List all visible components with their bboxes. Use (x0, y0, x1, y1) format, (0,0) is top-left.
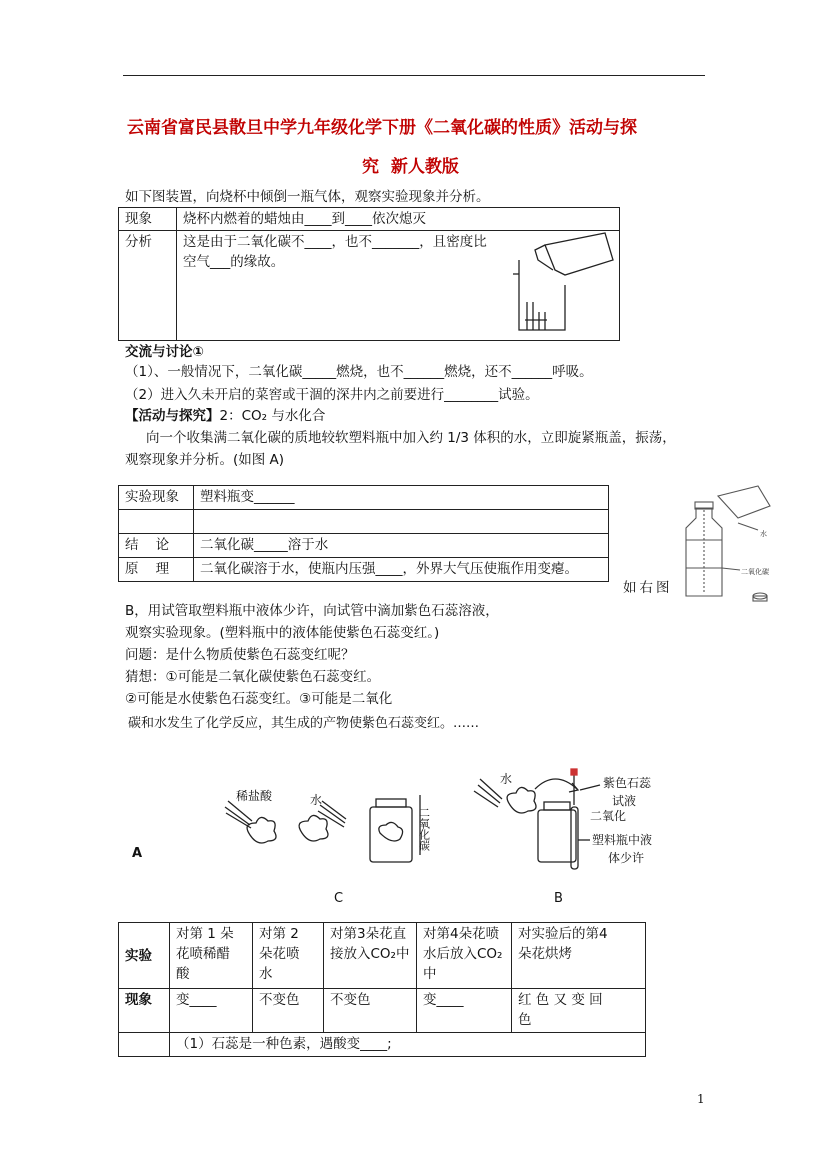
t3-note: （1）石蕊是一种色素，遇酸变____; (170, 1033, 646, 1057)
activity2-heading (125, 406, 325, 426)
activity2-para-a: 向一个收集满二氧化碳的质地较软塑料瓶中加入约 1/3 体积的水，立即旋紧瓶盖，振荡， (146, 430, 676, 446)
t2-label-principle: 原 理 (119, 558, 194, 582)
bottle-label-water: 水 (760, 530, 767, 538)
t2-conclusion-text: 二氧化碳_____溶于水 (194, 534, 609, 558)
fig-label-water1: 水 (310, 793, 323, 807)
t3-header-experiment: 实验 (119, 923, 170, 989)
t1-label-phenomenon: 现象 (119, 208, 177, 231)
discussion-heading: 交流与讨论① (125, 344, 204, 360)
t3-exp-3: 对第3朵花直 接放入CO₂中 (324, 923, 417, 989)
t2-label-phenomenon: 实验现象 (119, 486, 194, 510)
gas-bottle-outline (545, 233, 613, 275)
flower-3 (507, 787, 536, 813)
discussion-q1: （1）、一般情况下，二氧化碳_____燃烧，也不______燃烧，还不______呼吸。 (125, 364, 593, 380)
t3-header-phenomenon: 现象 (119, 989, 170, 1033)
t1-analysis-line2: 空气___的缘故。 (183, 254, 285, 270)
discussion-q2: （2）进入久未开启的菜窖或干涸的深井内之前要进行________试验。 (125, 387, 539, 403)
t2-label-conclusion: 结 论 (119, 534, 194, 558)
partB-line1: B，用试管取塑料瓶中液体少许，向试管中滴加紫色石蕊溶液， (125, 603, 499, 619)
t3-obs-4: 变____ (417, 989, 512, 1033)
t2-principle-text: 二氧化碳溶于水，使瓶内压强____，外界大气压使瓶作用变瘪。 (194, 558, 609, 582)
activity2-heading-rest: 2：CO₂ 与水化合 (219, 408, 326, 424)
t1-analysis-line1: 这是由于二氧化碳不____，也不_______，且密度比 (183, 234, 487, 250)
jar-c (370, 807, 412, 862)
fig-label-C: C (334, 891, 344, 906)
t3-obs-1: 变____ (170, 989, 253, 1033)
t3-obs-2: 不变色 (253, 989, 324, 1033)
intro-text: 如下图装置，向烧杯中倾倒一瓶气体，观察实验现象并分析。 (125, 189, 490, 205)
header-rule (123, 75, 705, 76)
fig-label-A: A (132, 846, 143, 861)
t1-label-analysis: 分析 (119, 231, 177, 341)
flower-2 (299, 815, 328, 841)
co2-water-table (118, 485, 609, 582)
t3-obs-3: 不变色 (324, 989, 417, 1033)
fig-label-co2-vertical: 二氧化碳 (417, 807, 431, 851)
doc-title-line2: 究 新人教版 (362, 157, 459, 177)
partB-line2: 观察实验现象。(塑料瓶中的液体能使紫色石蕊变红。) (125, 625, 440, 641)
fig-label-acid: 稀盐酸 (236, 789, 273, 803)
t3-exp-2: 对第 2 朵花喷 水 (253, 923, 324, 989)
plastic-bottle-figure (678, 478, 788, 598)
fig-label-bottle-a: 塑料瓶中液 (592, 833, 653, 847)
jar-b (538, 810, 576, 862)
t2-phenomenon-text: 塑料瓶变______ (194, 486, 609, 510)
bottle-caption: 如右图 (623, 580, 673, 596)
bottle-label-co2: 二氧化碳 (741, 568, 769, 576)
activity2-heading-bracket: 【活动与探究】 (125, 408, 220, 424)
fig-label-water2: 水 (500, 772, 513, 786)
fig-label-B: B (554, 891, 563, 906)
doc-title-line1: 云南省富民县散旦中学九年级化学下册《二氧化碳的性质》活动与探 (127, 118, 637, 138)
fig-label-litmus-a: 紫色石蕊 (603, 776, 652, 790)
partB-guess2: ②可能是水使紫色石蕊变红。③可能是二氧化 (125, 691, 393, 707)
partB-question: 问题：是什么物质使紫色石蕊变红呢？ (125, 647, 355, 663)
litmus-flower-figure (130, 765, 710, 910)
curved-arrow (535, 779, 577, 789)
fig-label-bottle-b: 体少许 (608, 851, 645, 865)
t3-exp-4: 对第4朵花喷 水后放入CO₂ 中 (417, 923, 512, 989)
t1-phenomenon-text: 烧杯内燃着的蜡烛由____到____依次熄灭 (177, 208, 620, 231)
t3-exp-5: 对实验后的第4 朵花烘烤 (512, 923, 646, 989)
activity2-para-b: 观察现象并分析。(如图 A) (125, 452, 285, 468)
t3-exp-1: 对第 1 朵 花喷稀醋 酸 (170, 923, 253, 989)
partB-guess3: 碳和水发生了化学反应，其生成的产物使紫色石蕊变红。…… (128, 716, 480, 731)
partB-guess1: 猜想：①可能是二氧化碳使紫色石蕊变红。 (125, 669, 381, 685)
pouring-co2-figure (505, 230, 615, 338)
test-tube (571, 807, 578, 869)
t3-obs-5: 红 色 又 变 回 色 (512, 989, 646, 1033)
fig-label-co2-b: 二氧化 (590, 809, 627, 823)
flower-experiment-table (118, 922, 646, 1057)
pouring-cup (718, 486, 770, 518)
page-number: 1 (697, 1092, 705, 1106)
fig-label-litmus-b: 试液 (612, 794, 637, 808)
